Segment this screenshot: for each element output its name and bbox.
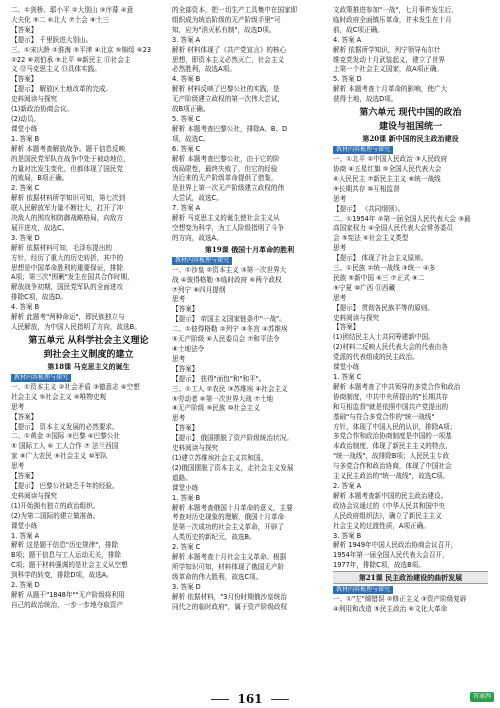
text-line: 课堂小练: [11, 521, 38, 530]
text-line: 思考: [172, 414, 186, 423]
watermark-logo: 答案网: [470, 692, 494, 702]
text-line: 的方向，故选A。: [172, 233, 223, 242]
text-line: 是世界上第一次无产阶级建立政权的伟: [172, 184, 285, 193]
text-line: (1)新政治协商会议。: [11, 105, 74, 114]
text-line: 思想，即资本主义必然灭亡、社会主义: [172, 55, 285, 64]
text-line: "统一战线"，故排除B项；人民民主专政: [333, 452, 450, 461]
text-line: 解析 本题考查俄国十月革命的意义，主要: [172, 503, 293, 512]
text-line: 【答案】: [11, 75, 38, 84]
text-line: 战 ④彼得格勒 ⑤临时政府 ⑥两个政权: [172, 275, 282, 284]
text-line: 5. 答案 C: [172, 114, 201, 123]
text-line: 【提示】 获得"面包"和"和平"。: [172, 374, 266, 383]
text-line: 4. 答案 B: [172, 75, 201, 84]
text-line: 会 ⑤宪法 ⑥社会主义类型: [333, 234, 409, 243]
unit-heading: 第六单元 现代中国的政治: [359, 108, 462, 119]
text-line: 人民解放，为中国人民指明了方向，故选B。: [11, 323, 141, 331]
unit-heading: 建设与祖国统一: [378, 122, 442, 133]
text-line: 主义民主政治的"统一战线"，故选C项。: [333, 472, 450, 481]
text-line: 协商 ④五星红旗 ⑤全国人民代表大会: [333, 164, 442, 173]
text-line: 1954年第一届全国人民代表大会召开，: [333, 551, 449, 560]
text-line: 思考: [172, 295, 186, 304]
text-line: 思考: [11, 462, 25, 471]
text-line: 【提示】 巴黎公社缺乏千年的经验。: [11, 481, 119, 490]
text-line: 解析 本题考查解放战争。题干信息反映: [11, 144, 126, 153]
text-line: 临时政府全面镇压革命，并未发生在十月: [333, 15, 452, 24]
text-line: 自己的政治统治，一步一步地夺取资产: [11, 600, 124, 609]
middle-column: [172, 6, 327, 688]
text-line: 2. 答案 D: [11, 581, 40, 590]
text-line: 解析 材料反映了巴黎公社的实践，是: [172, 85, 280, 94]
text-line: 【答案】: [11, 412, 38, 421]
text-line: 1. 答案 C: [333, 373, 362, 381]
text-line: 二、①剑桥、耶小平 ②大别山 ③序幕 ④意: [11, 6, 134, 14]
text-line: 知，应为"消灭私有制"，故选D项。: [172, 25, 276, 34]
text-line: 一、①北平 ②中国人民政治 ③人民政府: [333, 155, 448, 164]
text-line: 【答案】: [172, 424, 199, 433]
text-line: 维克党发动十月武装起义，建立了世界: [333, 55, 446, 64]
text-line: 协商制度，中共中央所提出的"长期共存: [333, 392, 449, 401]
text-line: 思想是中国革命胜利的重要保证，排除: [11, 263, 124, 272]
text-line: 高国家权力 ④全国人民代表大会常务委员: [333, 224, 454, 233]
text-line: 义 ⑫马克思主义 ⑬具体实践。: [11, 65, 101, 74]
text-line: 4. 答案 A: [333, 35, 362, 44]
text-line: 到科学的转变，排除D项，故选A。: [11, 571, 113, 580]
text-line: 方针，经历了重大的历史转折，其中的: [11, 253, 124, 262]
text-line: 课堂小练: [172, 483, 199, 492]
text-line: ⑨长期共存 ⑩互相监督: [333, 184, 400, 193]
text-line: 6. 答案 C: [172, 144, 201, 153]
text-line: 所学知识可知，材料体现了俄国无产阶: [172, 562, 285, 571]
text-line: 思考: [333, 244, 347, 253]
footer-rule-right: [271, 699, 289, 700]
text-line: ②22 ⑧刘伯承 ⑨北平 ⑩新民主 ⑪社会主: [11, 55, 131, 64]
text-line: 解析 本题考查巴黎公社，由于它的阶: [172, 154, 280, 163]
text-line: 【提示】 俄国摆脱了资产阶级统治状况。: [172, 434, 293, 443]
text-line: (2)为第二国际的建立做准备。: [11, 511, 100, 520]
text-line: 上第一个社会主义国家，故A项正确。: [333, 65, 444, 74]
text-line: 【答案】: [172, 305, 199, 314]
text-line: (2)动员。: [11, 114, 41, 123]
text-line: (1)建立苏维埃社会主义共和国。: [172, 453, 268, 462]
text-line: 党派的代表组成的民主政治。: [333, 353, 419, 362]
text-line: 4. 答案 B: [11, 303, 40, 312]
text-line: 【提示】 千里跃进大别山。: [11, 35, 93, 44]
text-line: 一、①沙皇 ②资本主义 ③第一次世界大: [172, 265, 287, 274]
text-line: 3. 答案 D: [11, 233, 40, 242]
text-line: 解析 本题考查十月社会主义革命。根据: [172, 553, 287, 562]
text-line: 解析 依据所学知识，列宁领导布尔什: [333, 45, 441, 54]
text-line: 解析 本题考查了中共领导的多党合作和政治: [333, 382, 461, 391]
text-line: 史料阅读与探究: [11, 95, 58, 104]
text-line: 【提示】 《共同纲领》。: [333, 204, 405, 213]
text-line: 大尝试，故选C。: [172, 194, 223, 203]
text-line: 【答案】: [11, 25, 38, 34]
text-line: 空想变为科学，为工人阶级指明了斗争: [172, 223, 285, 232]
text-line: 思考: [172, 354, 186, 363]
text-line: 解析 依据材料，"3月份时期俄沙皇统治: [172, 592, 287, 601]
text-line: 3. 答案 B: [333, 531, 362, 540]
text-line: 二、①1954年 ②第一届全国人民代表大会 ③最: [333, 214, 471, 223]
text-line: 史料阅读与探究: [172, 444, 219, 453]
text-line: 本政治制度，体现了新民主主义的特点，: [333, 442, 452, 451]
text-line: 2. 答案 A: [333, 481, 362, 490]
footer-rule-left: [211, 699, 229, 700]
lesson-heading: 第21课 民主政治建设的曲折发展: [333, 571, 488, 584]
unit-heading: 第五单元 从科学社会主义理论: [28, 335, 149, 346]
lesson-heading: 第18课 马克思主义的诞生: [47, 361, 130, 371]
text-line: ⑤ 国际工人 ⑥ 工人合作 ⑦ 法兰西国: [11, 442, 119, 451]
page-number: 161: [237, 692, 263, 706]
text-line: 解放战争初期，国民党军队的全面进攻: [11, 283, 124, 292]
text-line: 的全部资本，把一切生产工具集中在国家即: [172, 6, 298, 14]
text-line: A项；第三次"围剿"发生在国共合作时期，: [11, 273, 134, 282]
lesson-heading: 第20课 新中国的民主政治建设: [362, 134, 459, 144]
section-tag: 教材内容梳理与探究: [172, 257, 232, 265]
section-tag: 教材内容梳理与探究: [11, 374, 71, 382]
section-tag: 教材内容梳理与探究: [333, 586, 393, 594]
text-line: (1)开始拥有独立的政治组织。: [11, 501, 100, 510]
text-line: 人类历史的新纪元，故选B。: [172, 533, 256, 542]
text-line: 二、①彼得格勒 ②列宁 ③冬宫 ④苏维埃: [172, 325, 288, 334]
text-line: 道路。: [172, 473, 192, 482]
text-line: 无产阶级建立政权的第一次伟大尝试，: [172, 95, 285, 104]
text-line: 1. 答案 A: [11, 531, 40, 540]
text-line: 5. 答案 D: [333, 75, 362, 84]
text-line: 项，故选C。: [172, 134, 210, 143]
unit-heading: 到社会主义制度的建立: [43, 349, 134, 360]
text-line: ⑦列宁 ⑧四月提纲: [172, 285, 226, 294]
text-line: 三、①宋庆龄 ②淮海 ③平津 ④北京 ⑤锦绥 ⑥23: [11, 45, 152, 54]
text-line: 史料阅读与探究: [333, 313, 380, 322]
text-line: ⑤无产阶级 ⑥人民委员会 ⑦和平法令: [172, 335, 280, 344]
text-line: 的败局，B项正确。: [11, 174, 69, 183]
text-line: 思考: [333, 293, 347, 302]
text-line: 【提示】 贯彻各民族平等的原则。: [333, 303, 435, 312]
text-line: 解析 本题考查巴黎公社，排除A、B、D: [172, 124, 288, 133]
text-line: 社会主义 ⑤社会主义 ⑥唯物史观: [11, 392, 107, 401]
text-line: 民族 ⑤新中国 ⑥三 ⑦正式 ⑧二: [333, 273, 425, 282]
text-line: 必然胜利，故选A项。: [172, 65, 236, 74]
text-line: 解析 马克思主义的诞生使社会主义从: [172, 214, 280, 223]
text-line: 力量对比发生变化，但都体现了国民党: [11, 164, 124, 173]
text-line: 人民政府组织法》，确立了新民主主义: [333, 511, 442, 520]
text-line: 考查对历史现象的理解，俄国十月革命: [172, 513, 285, 522]
text-line: 多党合作和政治协商制度是中国的一项基: [333, 432, 452, 441]
text-line: 1. 答案 B: [11, 134, 40, 143]
text-line: 【提示】 资本主义发展的必然要求。: [11, 422, 119, 431]
left-column: [11, 6, 166, 688]
text-line: 解析 依据材料所学知识可知，第七次到: [11, 194, 126, 203]
text-line: 二、①黄金 ②国际 ③巴黎 ④巴黎公社: [11, 432, 121, 441]
text-line: 政协会议通过的《中华人民共和国中央: [333, 501, 446, 510]
text-line: 解析 这是题干信息"历史规律"，排除: [11, 541, 119, 550]
text-line: 文政策推进参加"一战"，七月事件发生后，: [333, 6, 458, 14]
text-line: 一、①资本主义 ②社会矛盾 ③德意志 ④空想: [11, 382, 140, 391]
text-line: (2)俄国摆脱了资本主义，走社会主义发展: [172, 463, 294, 472]
text-line: ⑧土地法令: [172, 345, 205, 353]
text-line: 1. 答案 B: [172, 493, 201, 502]
text-line: 决敌人的围攻和防御战略格局，向敌方: [11, 214, 124, 223]
right-column: [333, 6, 488, 688]
text-line: 排除C项，故选D。: [11, 293, 67, 302]
text-line: 【答案】: [172, 364, 199, 373]
text-line: 【答案】: [333, 323, 360, 332]
text-line: 2. 答案 C: [11, 184, 40, 193]
text-line: 社会主义的过渡性质，A项正确。: [333, 521, 430, 530]
text-line: 组织成为统治阶级的无产阶级手里"可: [172, 15, 281, 24]
text-line: 解析 此题考"两种命运"，即民族独立与: [11, 313, 125, 322]
text-line: 史料阅读与探究: [11, 491, 58, 500]
text-line: 2. 答案 C: [172, 543, 201, 552]
text-line: 思考: [333, 194, 347, 203]
text-line: 展开进攻，故选C。: [11, 223, 69, 232]
text-line: ⑥人民民主 ⑦新民主主义 ⑧统一战线: [333, 174, 441, 183]
text-line: 解析 从题干"1848年""无产阶级将利用: [11, 590, 125, 599]
text-line: 3. 答案 D: [172, 582, 201, 591]
text-line: C项；题干材料强调的是社会主义从空想: [11, 561, 128, 570]
text-line: ⑨宁夏 ⑩广西 ⑪西藏: [333, 283, 396, 292]
text-line: B项；题干信息与工人运动无关，排除: [11, 551, 122, 560]
text-line: 基础"与符合多党合作的"统一战线": [333, 412, 435, 421]
text-line: 为后来的无产阶级革命提供了借鉴，: [172, 174, 278, 183]
text-line: 课堂小练: [11, 124, 38, 133]
text-line: ⑧无产阶级 ⑨民族 ⑩社会主义: [172, 404, 260, 413]
text-line: ⑤劳动者 ⑥第一次世界大战 ⑦土地: [172, 394, 274, 403]
text-line: 【提示】 解放区土地改革的完成。: [11, 85, 113, 94]
text-line: 三、①工人 ②农民 ③苏维埃 ④社会主义: [172, 384, 288, 393]
text-line: 大夫化 ⑤二 ⑥北大 ⑦土会 ⑧土三: [11, 15, 109, 24]
text-line: 【提示】 体现了社会主义原则。: [333, 254, 428, 263]
text-line: 获得土地，故选D项。: [333, 95, 398, 104]
text-line: 同代之的临时政府"，属于资产阶级政权: [172, 602, 288, 611]
text-line: 故B项正确。: [172, 105, 210, 114]
text-line: 3. 答案 A: [172, 35, 201, 44]
text-line: (2)材料二反映人民代表大会的代表由各: [333, 343, 448, 352]
text-line: 思考: [11, 402, 25, 411]
text-line: 联人民解放军力量不断壮大，打开了冲: [11, 204, 124, 213]
text-line: 和互相监督"就是依照中国共产党提出的: [333, 402, 449, 411]
text-line: 7. 答案 A: [172, 204, 201, 213]
text-line: 家 ⑧广大农民 ⑨社会主义 ⑩军队: [11, 452, 108, 461]
text-line: 方针，体现了中国人民的认识，排除A项；: [333, 422, 457, 431]
text-line: 解析 1949年中国人民政治协商会议召开，: [333, 541, 458, 550]
text-line: 1977年，排除C项，故选B项。: [333, 561, 425, 570]
text-line: 课堂小练: [333, 363, 360, 372]
text-line: 的是国民党军队在战争中处于被动地位，: [11, 154, 130, 163]
text-line: 解析 材料体现了《共产党宣言》的核心: [172, 45, 287, 54]
text-line: 前，故C项正确。: [333, 25, 384, 34]
text-line: (1)团结民主人士共同筹建新中国。: [333, 333, 435, 342]
text-line: 与多党合作和政治协商，体现了中国社会: [333, 462, 452, 471]
text-line: 级局限性，最终失败了，但它的经验: [172, 164, 278, 173]
text-line: 解析 依据材料可知，毛泽东提出的: [11, 243, 113, 252]
text-line: 解析 本题考查新中国的民主政治建设。: [333, 491, 448, 500]
text-line: 【提示】 帝国主义国家链条中"一战"。: [172, 315, 286, 324]
lesson-heading: 第19课 俄国十月革命的胜利: [204, 244, 295, 254]
text-line: 是第一次成功的社会主义革命，开辟了: [172, 523, 285, 532]
page-number-footer: [0, 692, 500, 706]
text-line: ④利用和改造 ⑤民主政治 ⑥文化大革命: [333, 605, 448, 614]
text-line: 三、①民族 ②统一战线 ③统一 ④多: [333, 264, 436, 273]
text-line: 解析 本题考查十月革命的影响，使广大: [333, 85, 448, 94]
text-line: 一、①"左"倾错误 ②修正主义 ③资产阶级复辟: [333, 595, 467, 604]
section-tag: 教材内容梳理与探究: [333, 146, 393, 154]
text-line: 【答案】: [11, 472, 38, 481]
text-line: 级革命的伟大胜利，故选C项。: [172, 572, 263, 581]
